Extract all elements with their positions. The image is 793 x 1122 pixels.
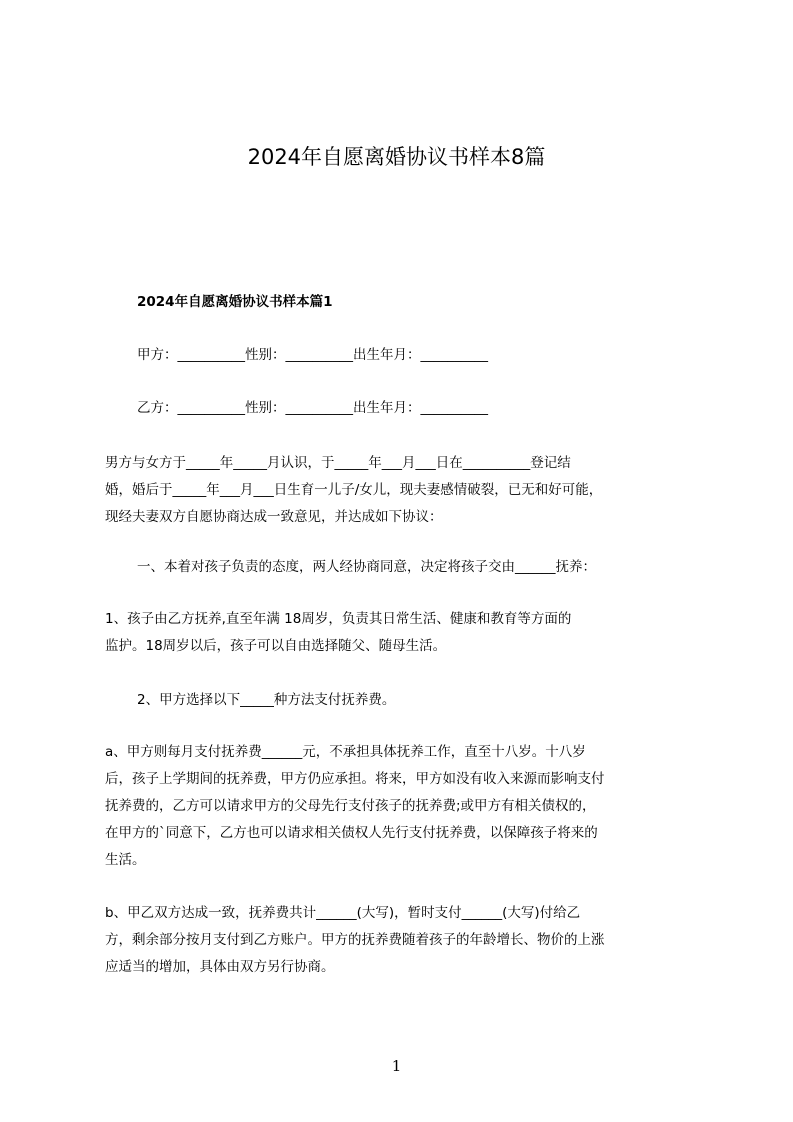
party-b-line: 乙方：__________性别：__________出生年月：__________ <box>137 400 488 416</box>
item-b-line: b、甲乙双方达成一致，抚养费共计______(大写)，暂时支付______(大写)付给乙 <box>105 905 581 921</box>
item-a-line: 后，孩子上学期间的抚养费，甲方仍应承担。将来，甲方如没有收入来源而影响支付 <box>105 771 605 787</box>
item-b-paragraph <box>105 900 705 981</box>
item-b-line: 方，剩余部分按月支付到乙方账户。甲方的抚养费随着孩子的年龄增长、物价的上涨 <box>105 932 605 948</box>
item-a-paragraph <box>105 739 705 874</box>
item-b-line: 应适当的增加，具体由双方另行协商。 <box>105 959 335 975</box>
intro-paragraph <box>105 450 705 531</box>
item-1-line: 监护。18周岁以后，孩子可以自由选择随父、随母生活。 <box>105 638 447 654</box>
intro-line: 男方与女方于_____年_____月认识，于_____年___月___日在__________登记结 <box>105 455 571 471</box>
item-a-line: a、甲方则每月支付抚养费______元，不承担具体抚养工作，直至十八岁。十八岁 <box>105 744 586 760</box>
party-a-line: 甲方：__________性别：__________出生年月：__________ <box>137 347 488 363</box>
item-1-line: 1、孩子由乙方抚养,直至年满 18周岁，负责其日常生活、健康和教育等方面的 <box>105 611 572 627</box>
section-heading: 2024年自愿离婚协议书样本篇1 <box>137 294 333 310</box>
intro-line: 婚，婚后于_____年___月___日生育一儿子/女儿，现夫妻感情破裂，已无和好可能， <box>105 482 603 498</box>
document-title: 2024年自愿离婚协议书样本8篇 <box>247 145 546 169</box>
item-2: 2、甲方选择以下_____种方法支付抚养费。 <box>137 692 396 708</box>
item-a-line: 生活。 <box>105 852 146 868</box>
clause-1: 一、本着对孩子负责的态度，两人经协商同意，决定将孩子交由______抚养： <box>137 559 596 575</box>
page-number: 1 <box>391 1057 402 1075</box>
intro-line: 现经夫妻双方自愿协商达成一致意见，并达成如下协议： <box>105 509 443 525</box>
item-a-line: 抚养费的，乙方可以请求甲方的父母先行支付孩子的抚养费;或甲方有相关债权的， <box>105 798 596 814</box>
item-1-paragraph <box>105 606 705 660</box>
item-a-line: 在甲方的`同意下，乙方也可以请求相关债权人先行支付抚养费，以保障孩子将来的 <box>105 825 598 841</box>
